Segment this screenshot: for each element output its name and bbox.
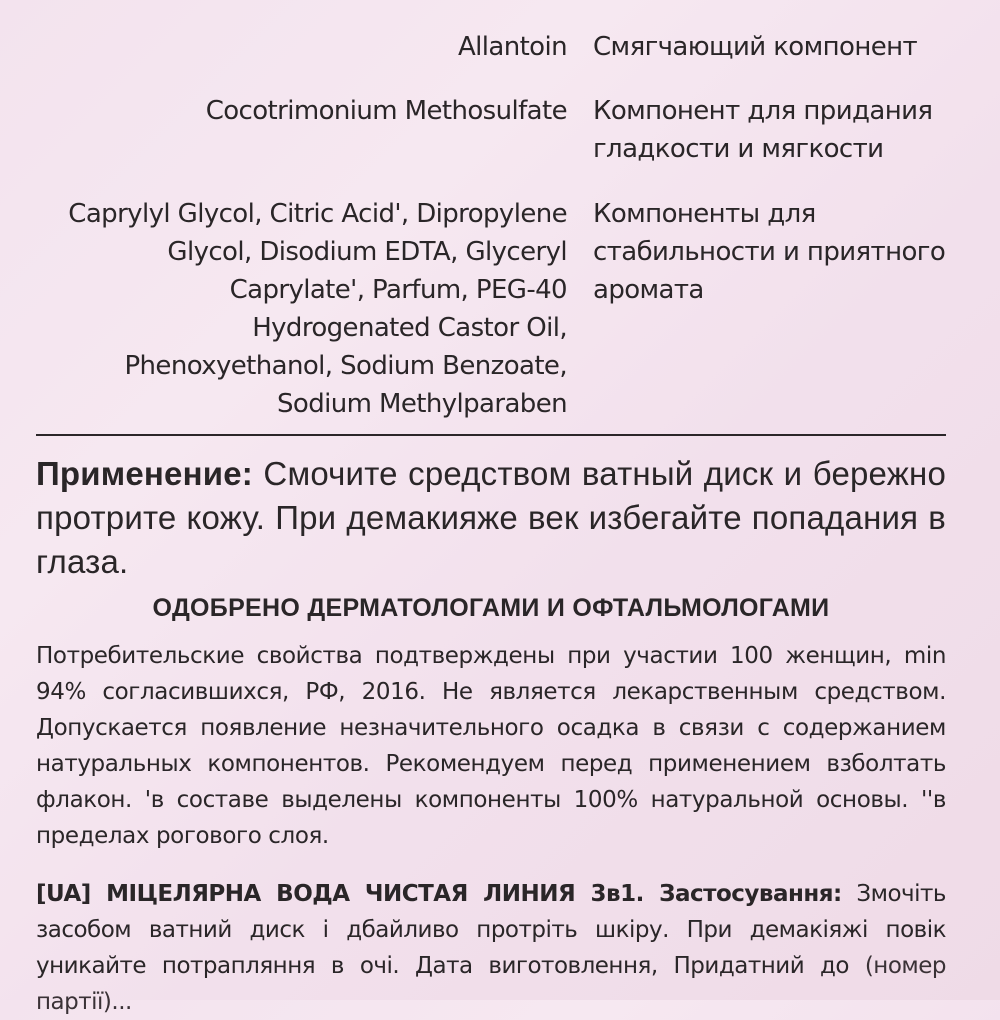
approval-heading: ОДОБРЕНО ДЕРМАТОЛОГАМИ И ОФТАЛЬМОЛОГАМИ bbox=[152, 594, 830, 622]
ingredient-name: Cocotrimonium Methosulfate bbox=[205, 96, 567, 126]
ukrainian-cut-line: (номер партії)... bbox=[36, 953, 946, 1015]
usage-instructions bbox=[36, 452, 946, 584]
ingredient-name: Allantoin bbox=[457, 32, 567, 62]
ingredient-name: Caprylyl Glycol, Citric Acid', Dipropylene Glycol, Disodium EDTA, Glyceryl Caprylate', Parfum, PEG-40 Hydrogenated Castor Oil, Phenoxyethanol, Sodium Benzoate, Sodium Methylparaben bbox=[68, 199, 567, 419]
usage-text: Смочите средством ватный диск и бережно протрите кожу. При демакияже век избегайте попадания в глаза. bbox=[36, 455, 946, 580]
ukrainian-heading: [UA] МІЦЕЛЯРНА ВОДА ЧИСТАЯ ЛИНИЯ 3в1. Застосування: bbox=[36, 881, 842, 907]
consumer-info-paragraph: Потребительские свойства подтверждены при участии 100 женщин, min 94% согласившихся, РФ, 2016. Не является лекарственным средством. Допускается появление незначительного осадка в связи с содержанием натуральных компонентов. Рекомендуем перед применением взболтать флакон. 'в составе выделены компоненты 100% натуральной основы. ''в пределах рогового слоя. bbox=[36, 643, 946, 849]
ukrainian-text: Змочіть засобом ватний диск і дбайливо протріть шкіру. При демакіяжі повік уникайте потрапляння в очі. Дата виготовлення, Придатний до bbox=[36, 881, 946, 979]
ukrainian-section bbox=[36, 876, 946, 1020]
usage-label: Применение: bbox=[36, 455, 253, 492]
ingredient-role: Компоненты для стабильности и приятного аромата bbox=[593, 199, 946, 305]
ingredient-role: Смягчающий компонент bbox=[593, 32, 918, 62]
ingredient-role: Компонент для придания гладкости и мягкости bbox=[593, 96, 933, 164]
section-divider bbox=[36, 434, 946, 436]
